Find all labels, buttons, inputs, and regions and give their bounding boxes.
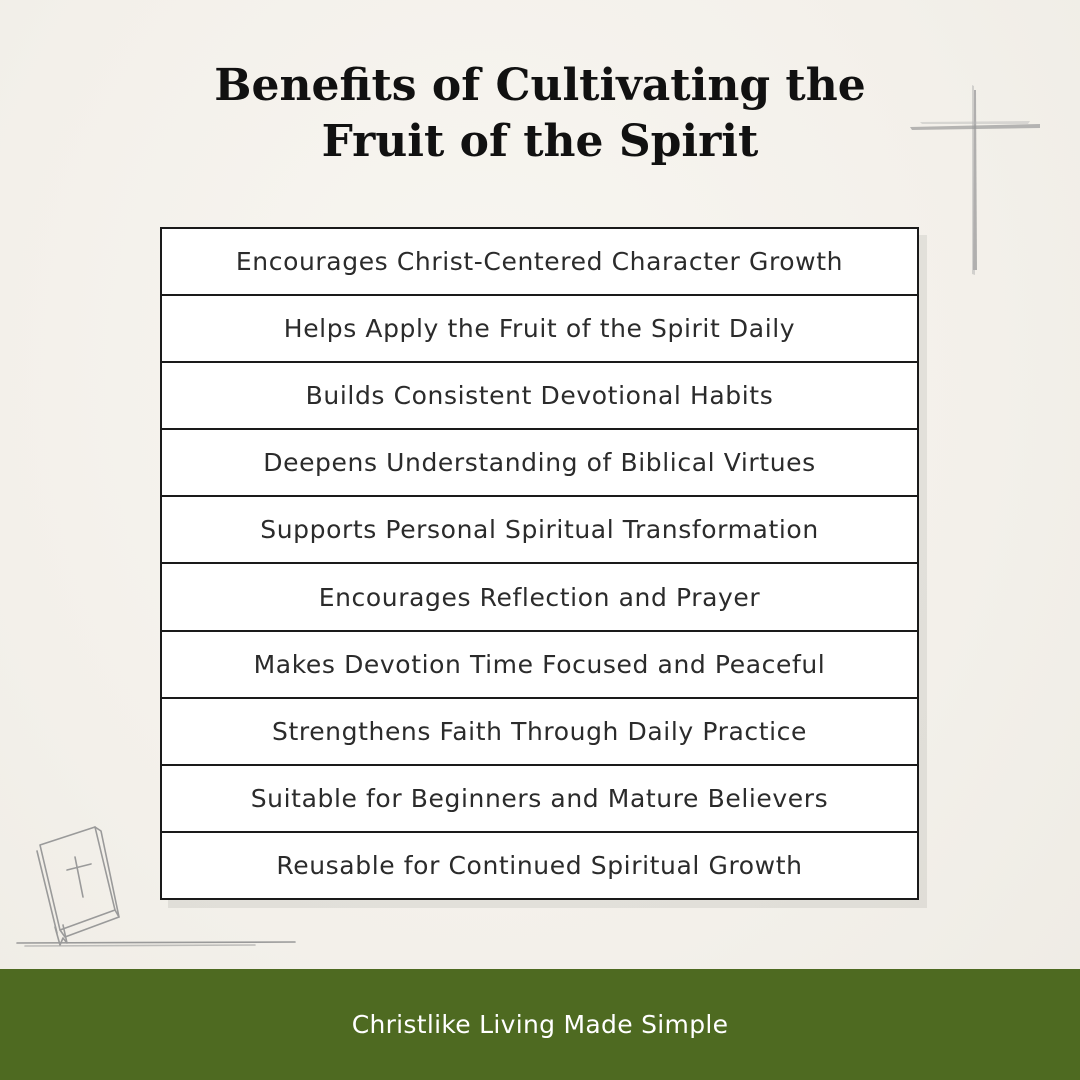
- footer-bar: [0, 969, 1080, 1080]
- title-line-2: Fruit of the Spirit: [321, 116, 759, 167]
- benefit-row: Reusable for Continued Spiritual Growth: [276, 850, 803, 880]
- benefit-row: Builds Consistent Devotional Habits: [162, 363, 917, 430]
- footer-tagline: Christlike Living Made Simple: [351, 1010, 729, 1039]
- benefit-row: Suitable for Beginners and Mature Believers: [162, 766, 917, 833]
- bible-icon: [15, 815, 305, 965]
- benefit-row: Encourages Christ-Centered Character Growth: [162, 229, 917, 296]
- benefits-table: [160, 227, 919, 900]
- benefit-row: Encourages Reflection and Prayer: [162, 564, 917, 631]
- benefit-row: Supports Personal Spiritual Transformation: [162, 497, 917, 564]
- benefit-row: Strengthens Faith Through Daily Practice: [162, 699, 917, 766]
- benefit-row: Helps Apply the Fruit of the Spirit Daily: [162, 296, 917, 363]
- benefit-row: Makes Devotion Time Focused and Peaceful: [162, 632, 917, 699]
- cross-icon: [900, 60, 1050, 290]
- title-line-1: Benefits of Cultivating the: [214, 60, 866, 111]
- benefit-row: Deepens Understanding of Biblical Virtues: [162, 430, 917, 497]
